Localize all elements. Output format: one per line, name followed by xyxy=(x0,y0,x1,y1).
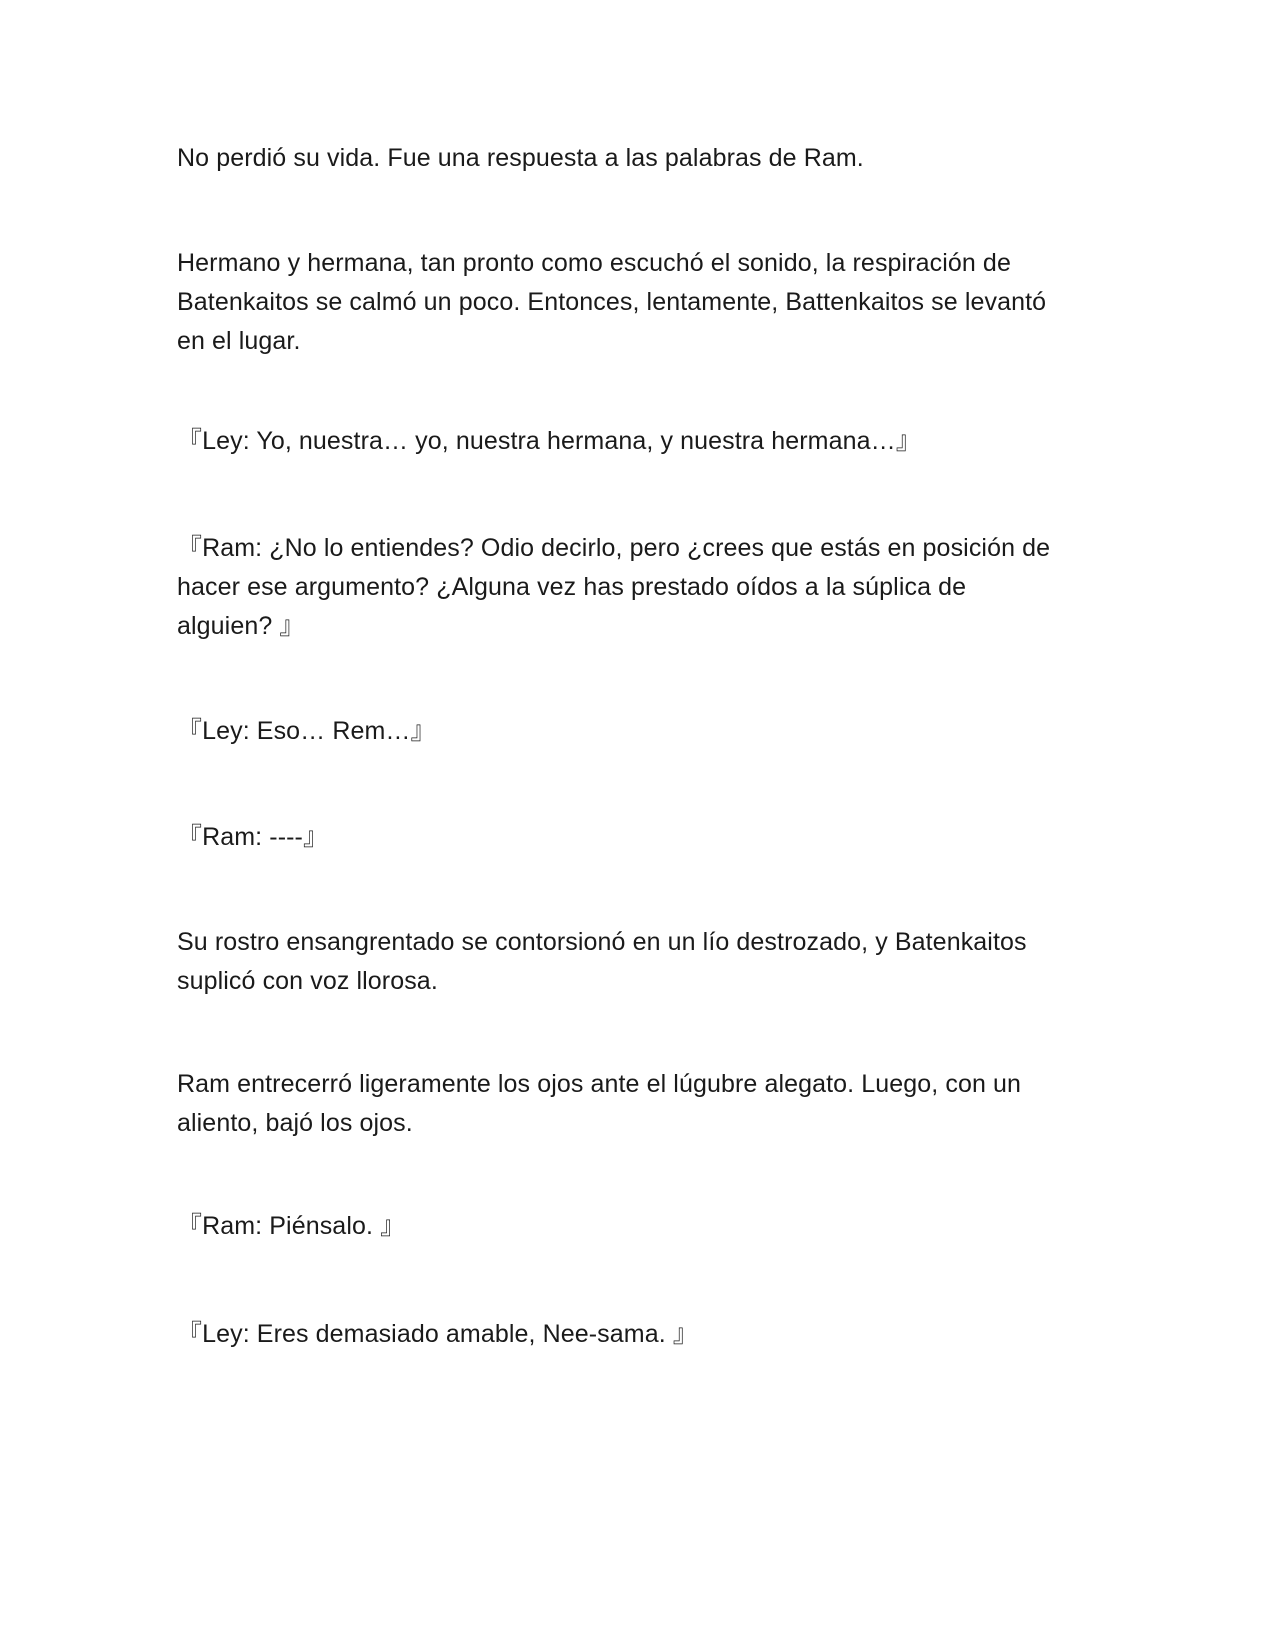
text-line: Batenkaitos se calmó un poco. Entonces, lentamente, Battenkaitos se levantó xyxy=(177,288,1047,316)
paragraph-1 xyxy=(177,139,1107,178)
paragraph-4 xyxy=(177,1065,1107,1143)
text-line: aliento, bajó los ojos. xyxy=(177,1109,413,1137)
text-line: Su rostro ensangrentado se contorsionó en un lío destrozado, y Batenkaitos xyxy=(177,928,1027,956)
text-line: 『Ram: Piénsalo. 』 xyxy=(177,1212,406,1240)
text-line: en el lugar. xyxy=(177,327,301,355)
text-line: hacer ese argumento? ¿Alguna vez has prestado oídos a la súplica de xyxy=(177,573,967,601)
text-line: 『Ley: Eso… Rem…』 xyxy=(177,717,436,745)
paragraph-2 xyxy=(177,244,1107,361)
text-line: No perdió su vida. Fue una respuesta a las palabras de Ram. xyxy=(177,144,864,172)
text-line: alguien? 』 xyxy=(177,612,305,640)
dialogue-4 xyxy=(177,818,1107,857)
dialogue-6 xyxy=(177,1315,1107,1354)
text-line: Ram entrecerró ligeramente los ojos ante el lúgubre alegato. Luego, con un xyxy=(177,1070,1022,1098)
text-line: Hermano y hermana, tan pronto como escuchó el sonido, la respiración de xyxy=(177,249,1011,277)
text-line: 『Ley: Eres demasiado amable, Nee-sama. 』 xyxy=(177,1320,698,1348)
dialogue-5 xyxy=(177,1207,1107,1246)
text-line: 『Ram: ¿No lo entiendes? Odio decirlo, pero ¿crees que estás en posición de xyxy=(177,534,1051,562)
paragraph-3 xyxy=(177,923,1107,1001)
text-line: 『Ley: Yo, nuestra… yo, nuestra hermana, y nuestra hermana…』 xyxy=(177,427,921,455)
dialogue-1 xyxy=(177,422,1107,461)
text-line: 『Ram: ----』 xyxy=(177,823,329,851)
dialogue-3 xyxy=(177,712,1107,751)
text-line: suplicó con voz llorosa. xyxy=(177,967,438,995)
dialogue-2 xyxy=(177,529,1107,646)
